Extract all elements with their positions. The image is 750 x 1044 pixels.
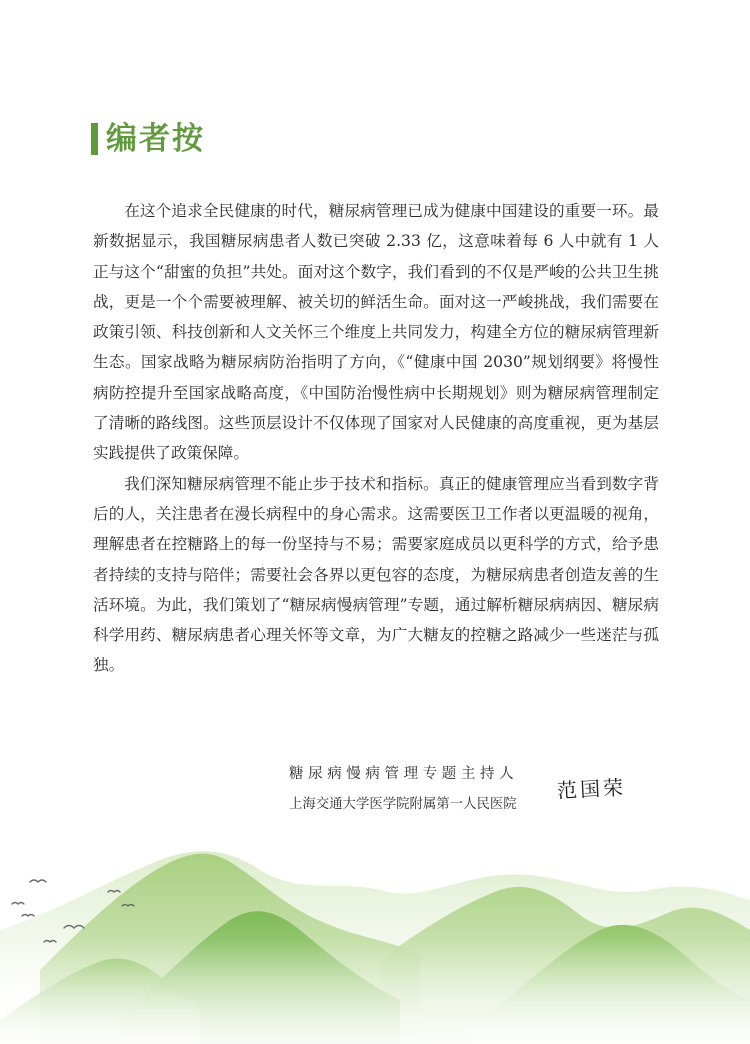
page-title: 编者按 — [106, 121, 205, 157]
handwritten-signature: 范国荣 — [556, 775, 627, 803]
page-heading — [91, 121, 205, 157]
paragraph-1: 在这个追求全民健康的时代，糖尿病管理已成为健康中国建设的重要一环。最新数据显示，我国糖尿病患者人数已突破 2.33 亿，这意味着每 6 人中就有 1 人正与这个“甜蜜的负担”共处。面对这个数字，我们看到的不仅是严峻的公共卫生挑战，更是一个个需要被理解、被关切的鲜活生命。面对这一严峻挑战，我们需要在政策引领、科技创新和人文关怀三个维度上共同发力，构建全方位的糖尿病管理新生态。国家战略为糖尿病防治指明了方向，《“健康中国 2030”规划纲要》将慢性病防控提升至国家战略高度，《中国防治慢性病中长期规划》则为糖尿病管理制定了清晰的路线图。这些顶层设计不仅体现了国家对人民健康的高度重视，更为基层实践提供了政策保障。 — [93, 202, 659, 463]
signature-title: 糖尿病慢病管理专题主持人 — [289, 766, 519, 782]
heading-accent-bar — [91, 123, 98, 155]
editorial-body — [93, 196, 659, 681]
paragraph-2: 我们深知糖尿病管理不能止步于技术和指标。真正的健康管理应当看到数字背后的人，关注患者在漫长病程中的身心需求。这需要医卫工作者以更温暖的视角，理解患者在控糖路上的每一份坚持与不易；需要家庭成员以更科学的方式，给予患者持续的支持与陪伴；需要社会各界以更包容的态度，为糖尿病患者创造友善的生活环境。为此，我们策划了“糖尿病慢病管理”专题，通过解析糖尿病病因、糖尿病科学用药、糖尿病患者心理关怀等文章，为广大糖友的控糖之路减少一些迷茫与孤独。 — [93, 474, 659, 675]
signature-organization: 上海交通大学医学院附属第一人民医院 — [289, 797, 517, 812]
mountain-landscape-illustration — [0, 820, 750, 1044]
